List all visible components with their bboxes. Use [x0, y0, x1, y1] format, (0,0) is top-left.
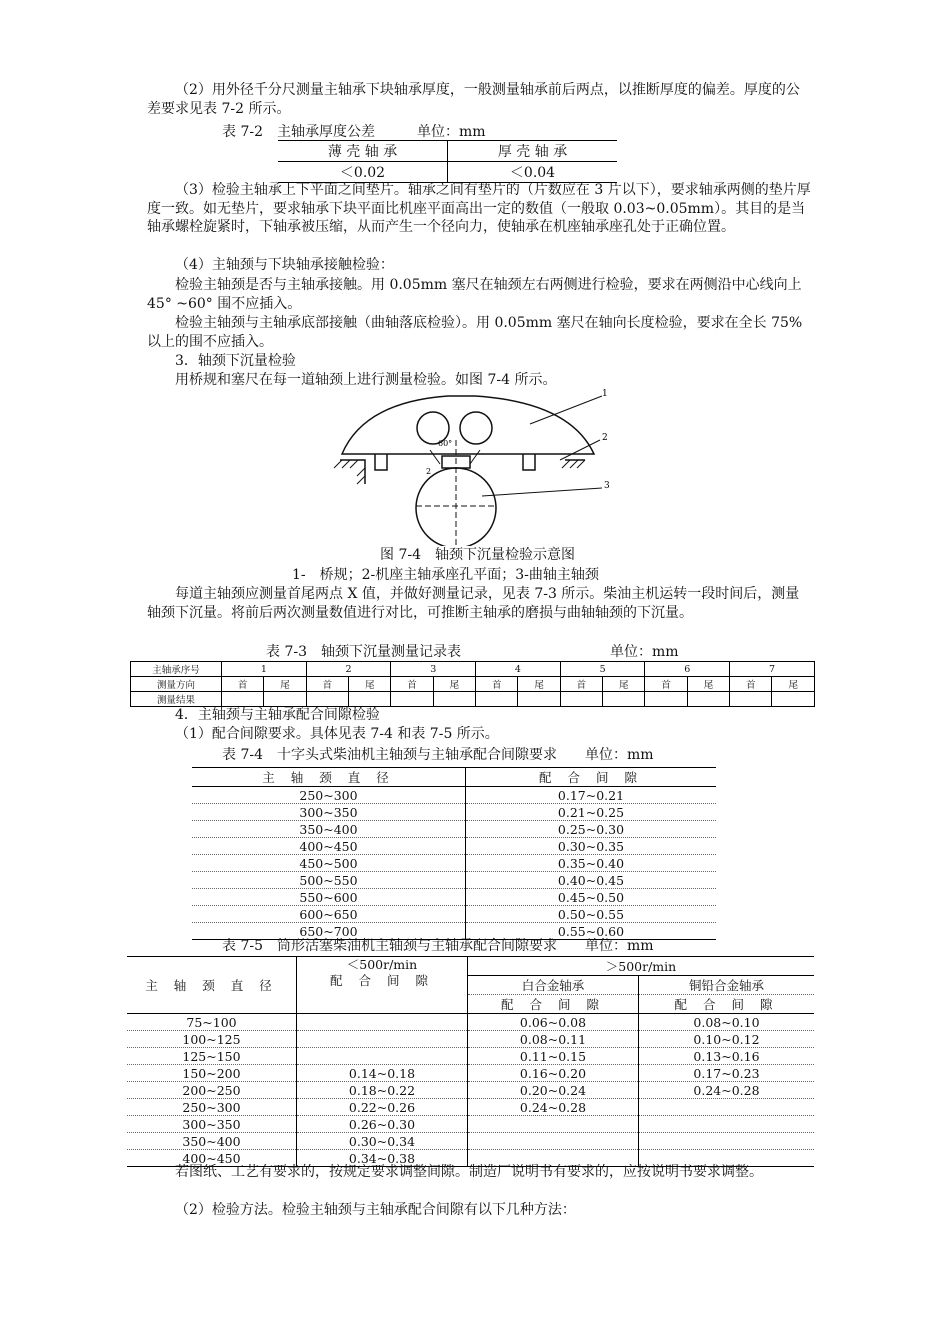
table-header-cell: 主 轴 颈 直 径 [192, 768, 466, 787]
direction-head: 首 [560, 677, 602, 692]
diameter-cell: 650~700 [192, 923, 466, 940]
clearance-cell: 0.30~0.35 [466, 838, 717, 855]
section-3-text: 用桥规和塞尺在每一道轴颈上进行测量检验。如图 7-4 所示。 [175, 372, 557, 388]
figure-label-3: 3 [604, 481, 610, 491]
low-speed-cell: 0.26~0.30 [297, 1116, 468, 1133]
table-row [192, 889, 716, 906]
copper-cell [639, 1099, 815, 1116]
bearing-number: 3 [391, 662, 476, 677]
paragraph-shim-check: （3）检验主轴承上下平面之间垫片。轴承之间有垫片的（片数应在 3 片以下），要求轴承两侧的垫片厚度一致。如无垫片，要求轴承下块平面比机座平面高出一定的数值（一般取 0.03~0.05mm）。其目的是当轴承螺栓旋紧时，下轴承被压缩，从而产生一个径向力，使轴承在机座轴承座孔处于正确位置。 [147, 182, 811, 235]
diameter-cell: 550~600 [192, 889, 466, 906]
direction-tail: 尾 [433, 677, 475, 692]
table-7-4-caption: 表 7-4 十字头式柴油机主轴颈与主轴承配合间隙要求 单位：mm [222, 747, 654, 763]
table-row [127, 1048, 814, 1065]
paragraph-adjust: 若图纸、工艺有要求的，按规定要求调整间隙。制造厂说明书有要求的，应按说明书要求调整。 [175, 1164, 763, 1180]
table-cell: ＜0.02 [278, 162, 448, 183]
table-row [127, 1133, 814, 1150]
clearance-cell: 0.40~0.45 [466, 872, 717, 889]
low-speed-gap-label: 配 合 间 隙 [330, 973, 434, 988]
diameter-cell: 75~100 [127, 1014, 297, 1031]
copper-cell: 0.10~0.12 [639, 1031, 815, 1048]
result-cell [772, 692, 815, 707]
header-low-speed [297, 957, 468, 1014]
header-gap: 配 合 间 隙 [639, 995, 815, 1014]
low-speed-cell [297, 1031, 468, 1048]
bearing-number: 6 [645, 662, 730, 677]
paragraph-thickness-measure: （2）用外径千分尺测量主轴承下块轴承厚度，一般测量轴承前后两点，以推断厚度的偏差。厚度的公差要求见表 7-2 所示。 [147, 82, 800, 117]
diameter-cell: 300~350 [192, 804, 466, 821]
low-speed-cell: 0.14~0.18 [297, 1065, 468, 1082]
section-3-heading: 3．轴颈下沉量检验 [175, 353, 296, 369]
bearing-number: 5 [560, 662, 645, 677]
direction-head: 首 [645, 677, 687, 692]
babbitt-cell: 0.08~0.11 [468, 1031, 639, 1048]
row-label: 测量方向 [131, 677, 222, 692]
header-babbitt: 白合金轴承 [468, 976, 639, 995]
header-diameter: 主 轴 颈 直 径 [127, 957, 297, 1014]
babbitt-cell: 0.06~0.08 [468, 1014, 639, 1031]
table-7-5 [127, 956, 814, 1167]
table-header-cell: 配 合 间 隙 [466, 768, 717, 787]
low-speed-cell [297, 1048, 468, 1065]
bearing-number: 1 [222, 662, 307, 677]
babbitt-cell: 0.16~0.20 [468, 1065, 639, 1082]
clearance-cell: 0.55~0.60 [466, 923, 717, 940]
table-row [192, 872, 716, 889]
clearance-cell: 0.25~0.30 [466, 821, 717, 838]
table-7-4 [192, 767, 716, 940]
figure-label-2-inner: 2 [426, 467, 432, 476]
figure-7-4-caption: 图 7-4 轴颈下沉量检验示意图 [380, 547, 575, 563]
clearance-cell: 0.45~0.50 [466, 889, 717, 906]
direction-tail: 尾 [603, 677, 645, 692]
figure-angle-label: 60° [438, 439, 453, 448]
paragraph-contact-bottom: 检验主轴颈与主轴承底部接触（曲轴落底检验）。用 0.05mm 塞尺在轴向长度检验，要求在全长 75%以上的围不应插入。 [147, 315, 803, 350]
copper-cell: 0.13~0.16 [639, 1048, 815, 1065]
bearing-number: 4 [476, 662, 561, 677]
table-row [192, 906, 716, 923]
clearance-cell: 0.35~0.40 [466, 855, 717, 872]
diameter-cell: 100~125 [127, 1031, 297, 1048]
header-copper-lead: 铜铅合金轴承 [639, 976, 815, 995]
direction-tail: 尾 [772, 677, 815, 692]
copper-cell: 0.08~0.10 [639, 1014, 815, 1031]
clearance-cell: 0.21~0.25 [466, 804, 717, 821]
table-cell: ＜0.04 [448, 162, 618, 183]
figure-label-1: 1 [602, 389, 608, 399]
result-cell [687, 692, 729, 707]
result-cell [222, 692, 264, 707]
direction-head: 首 [391, 677, 433, 692]
diameter-cell: 150~200 [127, 1065, 297, 1082]
clearance-cell: 0.17~0.21 [466, 787, 717, 804]
paragraph-clearance-req: （1）配合间隙要求。具体见表 7-4 和表 7-5 所示。 [175, 726, 499, 742]
table-7-2 [278, 140, 617, 183]
direction-tail: 尾 [264, 677, 306, 692]
low-speed-cell: 0.22~0.26 [297, 1099, 468, 1116]
table-row [192, 821, 716, 838]
bridge-gauge-diagram [330, 388, 620, 546]
header-high-speed: ＞500r/min [468, 957, 815, 976]
copper-cell: 0.24~0.28 [639, 1082, 815, 1099]
table-row [127, 1065, 814, 1082]
copper-cell [639, 1116, 815, 1133]
direction-tail: 尾 [518, 677, 560, 692]
table-row [127, 1099, 814, 1116]
table-7-5-caption: 表 7-5 筒形活塞柴油机主轴颈与主轴承配合间隙要求 单位：mm [222, 938, 654, 954]
result-cell [349, 692, 391, 707]
clearance-cell: 0.50~0.55 [466, 906, 717, 923]
diameter-cell: 350~400 [192, 821, 466, 838]
paragraph-method: （2）检验方法。检验主轴颈与主轴承配合间隙有以下几种方法： [175, 1202, 576, 1218]
table-row [192, 804, 716, 821]
table-row [127, 1031, 814, 1048]
paragraph-contact-title: （4）主轴颈与下块轴承接触检验： [175, 257, 394, 273]
result-cell [433, 692, 475, 707]
result-cell [264, 692, 306, 707]
table-row [192, 855, 716, 872]
table-header-cell: 薄 壳 轴 承 [278, 141, 448, 162]
babbitt-cell: 0.20~0.24 [468, 1082, 639, 1099]
paragraph-contact-side: 检验主轴颈是否与主轴承接触。用 0.05mm 塞尺在轴颈左右两侧进行检验，要求在两侧沿中心线向上 45° ~60° 围不应插入。 [147, 277, 802, 312]
result-cell [730, 692, 772, 707]
result-cell [306, 692, 348, 707]
babbitt-cell: 0.11~0.15 [468, 1048, 639, 1065]
section-4-heading: 4．主轴颈与主轴承配合间隙检验 [175, 707, 380, 723]
low-speed-cell: 0.18~0.22 [297, 1082, 468, 1099]
low-speed-label: ＜500r/min [346, 957, 418, 972]
direction-tail: 尾 [687, 677, 729, 692]
babbitt-cell [468, 1116, 639, 1133]
direction-head: 首 [730, 677, 772, 692]
diameter-cell: 125~150 [127, 1048, 297, 1065]
babbitt-cell: 0.24~0.28 [468, 1099, 639, 1116]
row-label: 测量结果 [131, 692, 222, 707]
diameter-cell: 400~450 [127, 1150, 297, 1167]
table-row [192, 787, 716, 804]
diameter-cell: 450~500 [192, 855, 466, 872]
table-row [127, 1014, 814, 1031]
low-speed-cell [297, 1014, 468, 1031]
diameter-cell: 400~450 [192, 838, 466, 855]
table-7-2-caption: 表 7-2 主轴承厚度公差 单位：mm [222, 124, 486, 140]
diameter-cell: 500~550 [192, 872, 466, 889]
copper-cell [639, 1133, 815, 1150]
diameter-cell: 300~350 [127, 1116, 297, 1133]
babbitt-cell [468, 1133, 639, 1150]
bearing-number: 2 [306, 662, 391, 677]
table-row [127, 1116, 814, 1133]
figure-label-2: 2 [602, 433, 608, 443]
direction-head: 首 [306, 677, 348, 692]
diameter-cell: 600~650 [192, 906, 466, 923]
result-cell [560, 692, 602, 707]
diameter-cell: 250~300 [192, 787, 466, 804]
result-cell [391, 692, 433, 707]
table-7-3-caption: 表 7-3 轴颈下沉量测量记录表 [266, 644, 461, 660]
row-label: 主轴承序号 [131, 662, 222, 677]
result-cell [518, 692, 560, 707]
result-cell [476, 692, 518, 707]
result-cell [603, 692, 645, 707]
direction-tail: 尾 [349, 677, 391, 692]
low-speed-cell: 0.30~0.34 [297, 1133, 468, 1150]
diameter-cell: 250~300 [127, 1099, 297, 1116]
table-7-3-unit: 单位：mm [610, 644, 679, 660]
header-gap: 配 合 间 隙 [468, 995, 639, 1014]
paragraph-record: 每道主轴颈应测量首尾两点 X 值，并做好测量记录，见表 7-3 所示。柴油主机运转一段时间后，测量轴颈下沉量。将前后两次测量数值进行对比，可推断主轴承的磨损与曲轴轴颈的下沉量。 [147, 586, 800, 621]
bearing-number: 7 [730, 662, 815, 677]
figure-7-4-legend: 1- 桥规；2-机座主轴承座孔平面；3-曲轴主轴颈 [292, 567, 599, 583]
result-cell [645, 692, 687, 707]
diameter-cell: 200~250 [127, 1082, 297, 1099]
low-speed-cell: 0.34~0.38 [297, 1150, 468, 1167]
diameter-cell: 350~400 [127, 1133, 297, 1150]
table-row [192, 838, 716, 855]
table-row [127, 1082, 814, 1099]
copper-cell: 0.17~0.23 [639, 1065, 815, 1082]
table-7-3 [130, 661, 815, 707]
direction-head: 首 [476, 677, 518, 692]
direction-head: 首 [222, 677, 264, 692]
table-header-cell: 厚 壳 轴 承 [448, 141, 618, 162]
